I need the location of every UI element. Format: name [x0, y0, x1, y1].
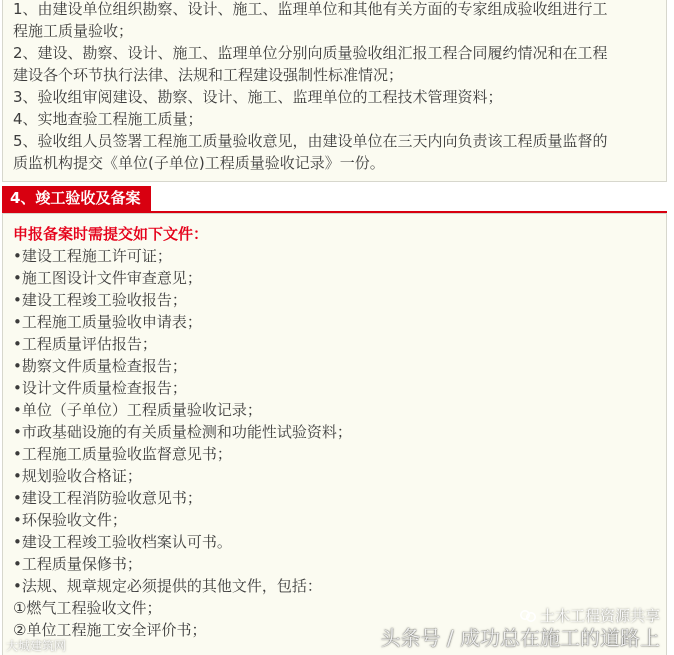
list-item: •法规、规章规定必须提供的其他文件，包括：: [13, 577, 322, 595]
list-item: •单位（子单位）工程质量验收记录；: [13, 401, 262, 419]
list-item: •建设工程竣工验收报告；: [13, 291, 187, 309]
list-item: •建设工程竣工验收档案认可书。: [13, 533, 232, 551]
step-line: 5、验收组人员签署工程施工质量验收意见，由建设单位在三天内向负责该工程质量监督的: [13, 132, 608, 150]
filing-heading: 申报备案时需提交如下文件：: [13, 225, 209, 243]
step-line: 1、由建设单位组织勘察、设计、施工、监理单位和其他有关方面的专家组成验收组进行工: [13, 0, 608, 18]
document-list: [13, 245, 666, 641]
list-item: •工程质量评估报告；: [13, 335, 157, 353]
list-item: •规划验收合格证；: [13, 467, 142, 485]
list-item: •勘察文件质量检查报告；: [13, 357, 187, 375]
watermark-text: 头条号 / 成功总在施工的道路上: [380, 626, 660, 650]
share-icon: [520, 609, 536, 623]
watermark-brand-text: 土木工程资源共享: [539, 607, 660, 625]
list-item: •工程施工质量验收申请表；: [13, 313, 202, 331]
step-line: 程施工质量验收；: [13, 22, 134, 40]
section-header-bar: [2, 186, 667, 213]
step-line: 质监机构提交《单位(子单位)工程质量验收记录》一份。: [13, 154, 385, 172]
list-item: •建设工程消防验收意见书；: [13, 489, 202, 507]
list-item: ①燃气工程验收文件；: [13, 599, 162, 617]
list-item: •市政基础设施的有关质量检测和功能性试验资料；: [13, 423, 352, 441]
list-item: •工程施工质量验收监督意见书；: [13, 445, 232, 463]
watermark-brand: [520, 607, 660, 625]
list-item: •环保验收文件；: [13, 511, 127, 529]
corner-watermark: 大城建筑网: [6, 639, 67, 653]
filing-documents-box: [2, 213, 667, 655]
list-item: •设计文件质量检查报告；: [13, 379, 187, 397]
list-item: •工程质量保修书；: [13, 555, 142, 573]
step-line: 3、验收组审阅建设、勘察、设计、施工、监理单位的工程技术管理资料；: [13, 88, 503, 106]
acceptance-steps-box: [2, 0, 667, 182]
list-item: •建设工程施工许可证；: [13, 247, 172, 265]
section-tab-label: 4、竣工验收及备案: [2, 186, 151, 211]
step-line: 4、实地查验工程施工质量；: [13, 110, 203, 128]
step-line: 2、建设、勘察、设计、施工、监理单位分别向质量验收组汇报工程合同履约情况和在工程: [13, 44, 608, 62]
list-item: •施工图设计文件审查意见；: [13, 269, 202, 287]
step-line: 建设各个环节执行法律、法规和工程建设强制性标准情况；: [13, 66, 404, 84]
list-item: ②单位工程施工安全评价书；: [13, 621, 207, 639]
